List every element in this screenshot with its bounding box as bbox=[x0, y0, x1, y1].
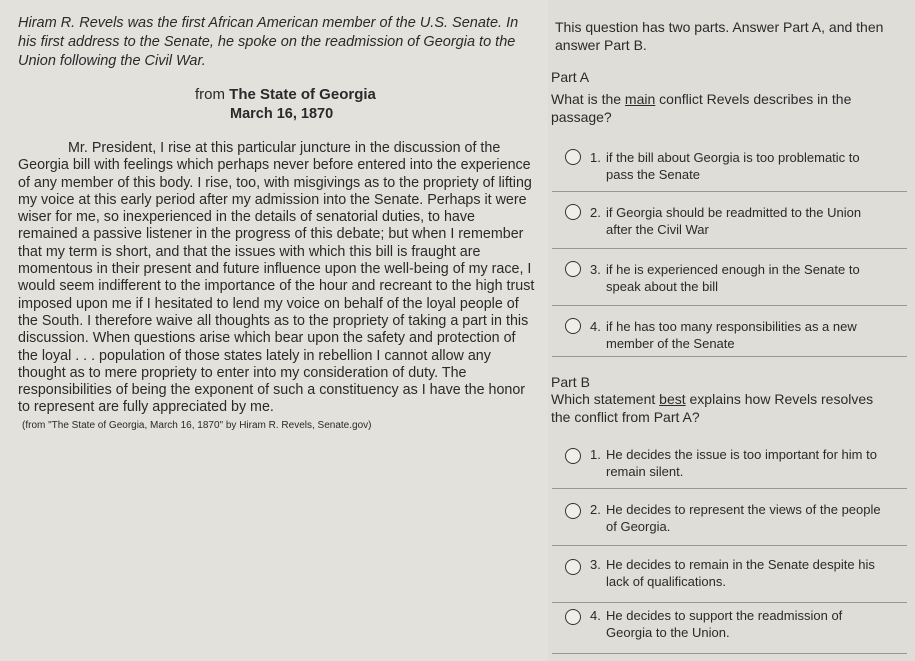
part-b-question-emph: best bbox=[659, 391, 686, 407]
part-a-question-emph: main bbox=[624, 91, 656, 107]
part-b-option-3[interactable] bbox=[552, 546, 907, 603]
part-b-option-4[interactable] bbox=[552, 603, 907, 654]
part-b-label: Part B bbox=[551, 374, 590, 390]
part-b-option-2[interactable] bbox=[552, 489, 907, 546]
source-prefix: from bbox=[195, 86, 230, 103]
option-text: 1. He decides the issue is too important for him to remain silent. bbox=[590, 447, 877, 479]
source-title: The State of Georgia bbox=[229, 86, 376, 103]
radio-button[interactable] bbox=[565, 609, 581, 625]
passage-body: Mr. President, I rise at this particular juncture in the discussion of the Georgia bill with feelings which perhaps never before entered into the experience of any member of this body. I rise, too, with misgivings as to the propriety of lifting my voice at this early period after my admission into the Senate. Perhaps it were wiser for me, so inexperienced in the details of senatorial duties, to have remained a passive listener in the progress of this debate; but when I remember that my term is short, and that the issues with which this bill is fraught are momentous in their present and future influence upon the well-being of my race, I would seem indifferent to the importance of the hour and recreant to the high trust imposed upon me if I hesitated to lend my voice on behalf of the loyal people of the South. I therefore waive all thoughts as to the propriety of taking a part in this discussion. When questions arise which bear upon the safety and protection of the loyal . . . population of those states lately in rebellion I cannot allow any thought as to mere propriety to enter into my consideration of duty. The responsibilities of being the exponent of such a constituency as I have the honor to represent are fully appreciated by me. bbox=[18, 140, 535, 416]
option-text: 3. if he is experienced enough in the Senate to speak about the bill bbox=[590, 262, 860, 294]
source-line bbox=[195, 86, 376, 104]
part-b-question-post: explains how Revels resolves the conflict from Part A? bbox=[551, 391, 874, 425]
radio-button[interactable] bbox=[565, 503, 581, 519]
part-a-question-post: conflict Revels describes in the passage? bbox=[551, 91, 852, 125]
part-a-question bbox=[551, 90, 896, 126]
part-a-label: Part A bbox=[551, 69, 590, 85]
option-text: 3. He decides to remain in the Senate despite his lack of qualifications. bbox=[590, 557, 875, 589]
radio-button[interactable] bbox=[565, 448, 581, 464]
citation: (from "The State of Georgia, March 16, 1870" by Hiram R. Revels, Senate.gov) bbox=[22, 420, 372, 431]
part-a-option-3[interactable] bbox=[552, 249, 907, 306]
radio-button[interactable] bbox=[565, 261, 581, 277]
part-b-question-pre: Which statement bbox=[551, 391, 660, 407]
radio-button[interactable] bbox=[565, 149, 581, 165]
part-a-option-4[interactable] bbox=[552, 306, 907, 357]
part-a-question-pre: What is the bbox=[551, 91, 625, 107]
part-b-option-1[interactable] bbox=[552, 434, 907, 489]
part-a-option-1[interactable] bbox=[552, 135, 907, 192]
instructions: This question has two parts. Answer Part A, and then answer Part B. bbox=[555, 19, 884, 53]
option-text: 2. He decides to represent the views of the people of Georgia. bbox=[590, 502, 881, 534]
part-a-option-2[interactable] bbox=[552, 192, 907, 249]
radio-button[interactable] bbox=[565, 559, 581, 575]
option-text: 2. if Georgia should be readmitted to the Union after the Civil War bbox=[590, 205, 862, 237]
passage-intro: Hiram R. Revels was the first African American member of the U.S. Senate. In his first address to the Senate, he spoke on the readmission of Georgia to the Union following the Civil War. bbox=[18, 15, 519, 69]
option-text: 4. He decides to support the readmission of Georgia to the Union. bbox=[590, 608, 843, 640]
option-text: 4. if he has too many responsibilities as a new member of the Senate bbox=[590, 319, 857, 351]
source-date: March 16, 1870 bbox=[230, 106, 334, 122]
radio-button[interactable] bbox=[565, 318, 581, 334]
radio-button[interactable] bbox=[565, 204, 581, 220]
option-text: 1. if the bill about Georgia is too problematic to pass the Senate bbox=[590, 150, 860, 182]
part-b-question bbox=[551, 390, 896, 426]
